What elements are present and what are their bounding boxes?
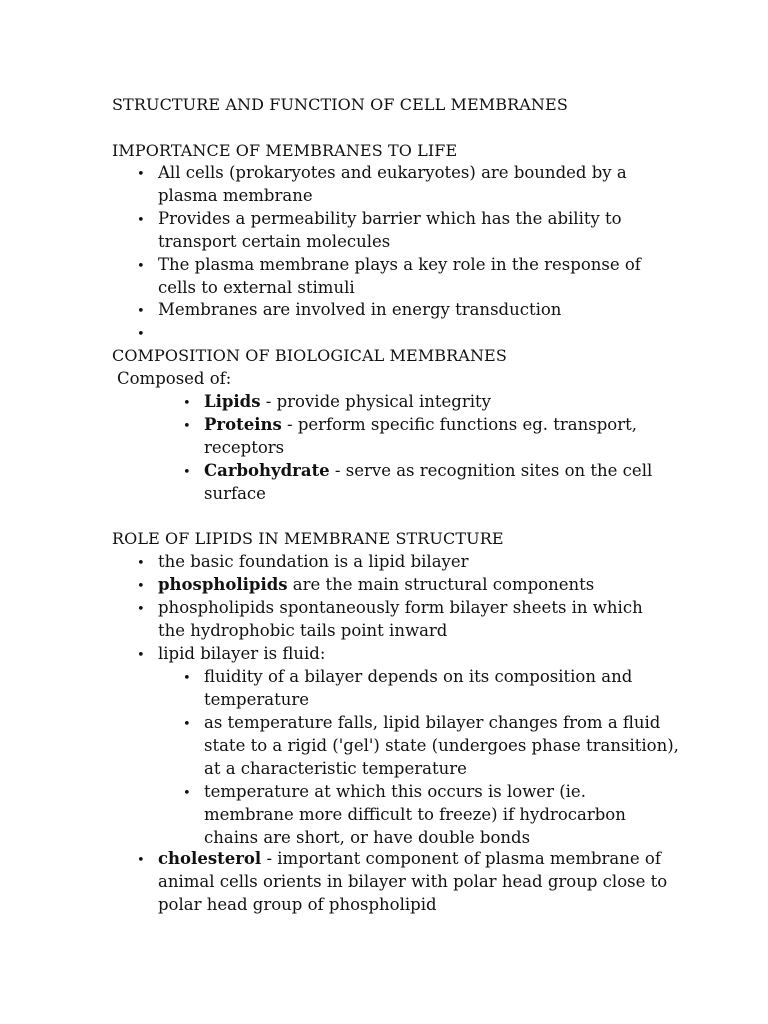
sub-list-item-line: temperature (204, 690, 310, 709)
list-item-line: Provides a permeability barrier which has the ability to (158, 209, 622, 228)
list-item-line: lipid bilayer is fluid: (158, 644, 326, 663)
bullet-marker: • (183, 419, 191, 434)
list-item-line: All cells (prokaryotes and eukaryotes) are bounded by a (158, 163, 627, 182)
bullet-marker: • (137, 648, 145, 663)
list-item-line: cells to external stimuli (158, 278, 355, 297)
list-item-line: phospholipids are the main structural components (158, 575, 595, 594)
list-item-line: Membranes are involved in energy transduction (158, 300, 562, 319)
bullet-marker: • (183, 671, 191, 686)
list-item-line: The plasma membrane plays a key role in the response of (158, 255, 641, 274)
list-item-line: Proteins - perform specific functions eg. transport, (204, 415, 637, 434)
list-item-line: animal cells orients in bilayer with polar head group close to (158, 872, 668, 891)
sub-list-item-line: fluidity of a bilayer depends on its composition and (204, 667, 633, 686)
bullet-marker: • (137, 556, 145, 571)
sub-list-item-line: as temperature falls, lipid bilayer changes from a fluid (204, 713, 661, 732)
sub-list-item-line: state to a rigid ('gel') state (undergoes phase transition), (204, 736, 679, 755)
bullet-marker: • (137, 579, 145, 594)
term-cholesterol: cholesterol (158, 849, 262, 868)
section-heading-composition: COMPOSITION OF BIOLOGICAL MEMBRANES (112, 346, 507, 365)
sub-list-item-line: chains are short, or have double bonds (204, 828, 531, 847)
list-item-line: plasma membrane (158, 186, 313, 205)
bullet-marker: • (137, 853, 145, 868)
list-item-line: polar head group of phospholipid (158, 895, 437, 914)
section-intro: Composed of: (117, 369, 232, 388)
term-phospholipids: phospholipids (158, 575, 288, 594)
list-item-line: Lipids - provide physical integrity (204, 392, 491, 411)
sub-list-item-line: membrane more difficult to freeze) if hydrocarbon (204, 805, 626, 824)
bullet-marker: • (137, 259, 145, 274)
section-heading-lipids: ROLE OF LIPIDS IN MEMBRANE STRUCTURE (112, 529, 504, 548)
bullet-marker: • (183, 717, 191, 732)
list-item-line: cholesterol - important component of plasma membrane of (158, 849, 661, 868)
section-heading-importance: IMPORTANCE OF MEMBRANES TO LIFE (112, 141, 458, 160)
bullet-marker: • (183, 396, 191, 411)
bullet-marker: • (183, 786, 191, 801)
list-item-line: Carbohydrate - serve as recognition sites on the cell (204, 461, 653, 480)
bullet-marker: • (137, 327, 145, 342)
sub-list-item-line: at a characteristic temperature (204, 759, 467, 778)
list-item-line: the basic foundation is a lipid bilayer (158, 552, 469, 571)
sub-list-item-line: temperature at which this occurs is lower (ie. (204, 782, 586, 801)
list-item-line: surface (204, 484, 266, 503)
list-item-line: the hydrophobic tails point inward (158, 621, 448, 640)
bullet-marker: • (137, 213, 145, 228)
bullet-marker: • (183, 465, 191, 480)
list-item-line: transport certain molecules (158, 232, 391, 251)
bullet-marker: • (137, 304, 145, 319)
bullet-marker: • (137, 602, 145, 617)
list-item-line: receptors (204, 438, 285, 457)
document-title: STRUCTURE AND FUNCTION OF CELL MEMBRANES (112, 95, 568, 114)
term-proteins: Proteins (204, 415, 282, 434)
list-item-line: phospholipids spontaneously form bilayer sheets in which (158, 598, 643, 617)
term-lipids: Lipids (204, 392, 261, 411)
bullet-marker: • (137, 167, 145, 182)
term-carbohydrate: Carbohydrate (204, 461, 330, 480)
